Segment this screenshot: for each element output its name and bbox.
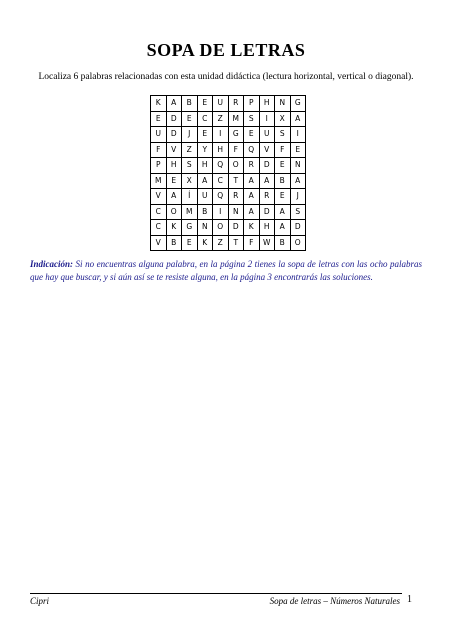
grid-cell: E bbox=[275, 158, 291, 174]
grid-cell: A bbox=[244, 173, 260, 189]
word-search-grid bbox=[150, 95, 306, 251]
grid-cell: B bbox=[197, 204, 213, 220]
grid-cell: A bbox=[166, 96, 182, 112]
grid-cell: E bbox=[182, 235, 198, 251]
grid-row bbox=[151, 235, 306, 251]
grid-cell: C bbox=[213, 173, 229, 189]
grid-cell: M bbox=[151, 173, 167, 189]
grid-cell: F bbox=[244, 235, 260, 251]
grid-cell: E bbox=[182, 111, 198, 127]
grid-cell: A bbox=[166, 189, 182, 205]
grid-cell: O bbox=[290, 235, 306, 251]
grid-cell: M bbox=[182, 204, 198, 220]
grid-cell: C bbox=[197, 111, 213, 127]
grid-cell: D bbox=[166, 127, 182, 143]
grid-cell: I bbox=[259, 111, 275, 127]
grid-cell: D bbox=[228, 220, 244, 236]
page-number: 1 bbox=[407, 594, 412, 605]
grid-cell: U bbox=[151, 127, 167, 143]
grid-cell: U bbox=[259, 127, 275, 143]
grid-cell: R bbox=[228, 96, 244, 112]
grid-cell: E bbox=[275, 189, 291, 205]
grid-row bbox=[151, 204, 306, 220]
hint-paragraph bbox=[30, 258, 422, 283]
grid-cell: S bbox=[244, 111, 260, 127]
grid-cell: E bbox=[166, 173, 182, 189]
grid-cell: A bbox=[290, 111, 306, 127]
grid-cell: B bbox=[182, 96, 198, 112]
grid-cell: H bbox=[213, 142, 229, 158]
footer-doc-title: Sopa de letras – Números Naturales bbox=[269, 596, 400, 606]
grid-cell: Z bbox=[213, 111, 229, 127]
grid-cell: D bbox=[166, 111, 182, 127]
grid-cell: I bbox=[290, 127, 306, 143]
hint-text: Si no encuentras alguna palabra, en la página 2 tienes la sopa de letras con las ocho palabras que hay que buscar, y si aún así se te resiste alguna, en la página 3 encontrarás las soluciones. bbox=[30, 259, 422, 282]
grid-cell: F bbox=[228, 142, 244, 158]
grid-cell: O bbox=[213, 220, 229, 236]
grid-cell: V bbox=[259, 142, 275, 158]
grid-cell: A bbox=[275, 204, 291, 220]
grid-cell: H bbox=[166, 158, 182, 174]
grid-cell: V bbox=[151, 189, 167, 205]
grid-row bbox=[151, 173, 306, 189]
grid-row bbox=[151, 142, 306, 158]
grid-cell: R bbox=[259, 189, 275, 205]
hint-label: Indicación: bbox=[30, 259, 74, 269]
grid-cell: H bbox=[259, 220, 275, 236]
grid-cell: R bbox=[244, 158, 260, 174]
grid-cell: O bbox=[228, 158, 244, 174]
grid-cell: U bbox=[213, 96, 229, 112]
grid-cell: A bbox=[244, 189, 260, 205]
instruction-text: Localiza 6 palabras relacionadas con esta unidad didáctica (lectura horizontal, vertical o diagonal). bbox=[38, 72, 414, 82]
grid-cell: I bbox=[213, 204, 229, 220]
grid-row bbox=[151, 158, 306, 174]
grid-cell: D bbox=[259, 158, 275, 174]
grid-cell: H bbox=[259, 96, 275, 112]
grid-cell: G bbox=[290, 96, 306, 112]
footer-author: Cipri bbox=[30, 596, 50, 606]
page-title: SOPA DE LETRAS bbox=[146, 40, 306, 60]
grid-cell: V bbox=[151, 235, 167, 251]
grid-row bbox=[151, 111, 306, 127]
grid-cell: A bbox=[259, 173, 275, 189]
grid-cell: N bbox=[275, 96, 291, 112]
grid-cell: J bbox=[290, 189, 306, 205]
grid-cell: F bbox=[151, 142, 167, 158]
grid-cell: D bbox=[290, 220, 306, 236]
grid-cell: C bbox=[151, 204, 167, 220]
grid-cell: N bbox=[290, 158, 306, 174]
grid-cell: F bbox=[275, 142, 291, 158]
grid-row bbox=[151, 189, 306, 205]
grid-cell: S bbox=[182, 158, 198, 174]
grid-cell: A bbox=[275, 220, 291, 236]
grid-cell: B bbox=[166, 235, 182, 251]
grid-cell: Í bbox=[182, 189, 198, 205]
grid-cell: E bbox=[151, 111, 167, 127]
grid-cell: N bbox=[228, 204, 244, 220]
grid-cell: B bbox=[275, 173, 291, 189]
grid-cell: J bbox=[182, 127, 198, 143]
grid-cell: E bbox=[197, 127, 213, 143]
grid-cell: K bbox=[197, 235, 213, 251]
grid-cell: E bbox=[197, 96, 213, 112]
grid-cell: T bbox=[228, 173, 244, 189]
grid-cell: E bbox=[244, 127, 260, 143]
grid-cell: E bbox=[290, 142, 306, 158]
grid-cell: A bbox=[244, 204, 260, 220]
grid-cell: I bbox=[213, 127, 229, 143]
grid-cell: M bbox=[228, 111, 244, 127]
grid-cell: V bbox=[166, 142, 182, 158]
grid-cell: Z bbox=[213, 235, 229, 251]
grid-cell: X bbox=[275, 111, 291, 127]
grid-cell: K bbox=[151, 96, 167, 112]
grid-cell: K bbox=[244, 220, 260, 236]
grid-cell: O bbox=[166, 204, 182, 220]
grid-cell: T bbox=[228, 235, 244, 251]
grid-cell: P bbox=[244, 96, 260, 112]
grid-cell: X bbox=[182, 173, 198, 189]
grid-cell: Q bbox=[213, 189, 229, 205]
grid-cell: K bbox=[166, 220, 182, 236]
grid-cell: Y bbox=[197, 142, 213, 158]
grid-cell: H bbox=[197, 158, 213, 174]
grid-cell: G bbox=[228, 127, 244, 143]
grid-cell: S bbox=[275, 127, 291, 143]
grid-cell: Q bbox=[244, 142, 260, 158]
grid-cell: P bbox=[151, 158, 167, 174]
grid-cell: Z bbox=[182, 142, 198, 158]
footer-divider bbox=[30, 593, 402, 594]
grid-row bbox=[151, 220, 306, 236]
grid-cell: C bbox=[151, 220, 167, 236]
grid-cell: Q bbox=[213, 158, 229, 174]
grid-cell: A bbox=[197, 173, 213, 189]
grid-cell: A bbox=[290, 173, 306, 189]
grid-cell: B bbox=[275, 235, 291, 251]
grid-cell: N bbox=[197, 220, 213, 236]
grid-cell: S bbox=[290, 204, 306, 220]
grid-cell: W bbox=[259, 235, 275, 251]
grid-cell: U bbox=[197, 189, 213, 205]
grid-cell: D bbox=[259, 204, 275, 220]
grid-cell: G bbox=[182, 220, 198, 236]
grid-row bbox=[151, 127, 306, 143]
grid-cell: R bbox=[228, 189, 244, 205]
grid-row bbox=[151, 96, 306, 112]
